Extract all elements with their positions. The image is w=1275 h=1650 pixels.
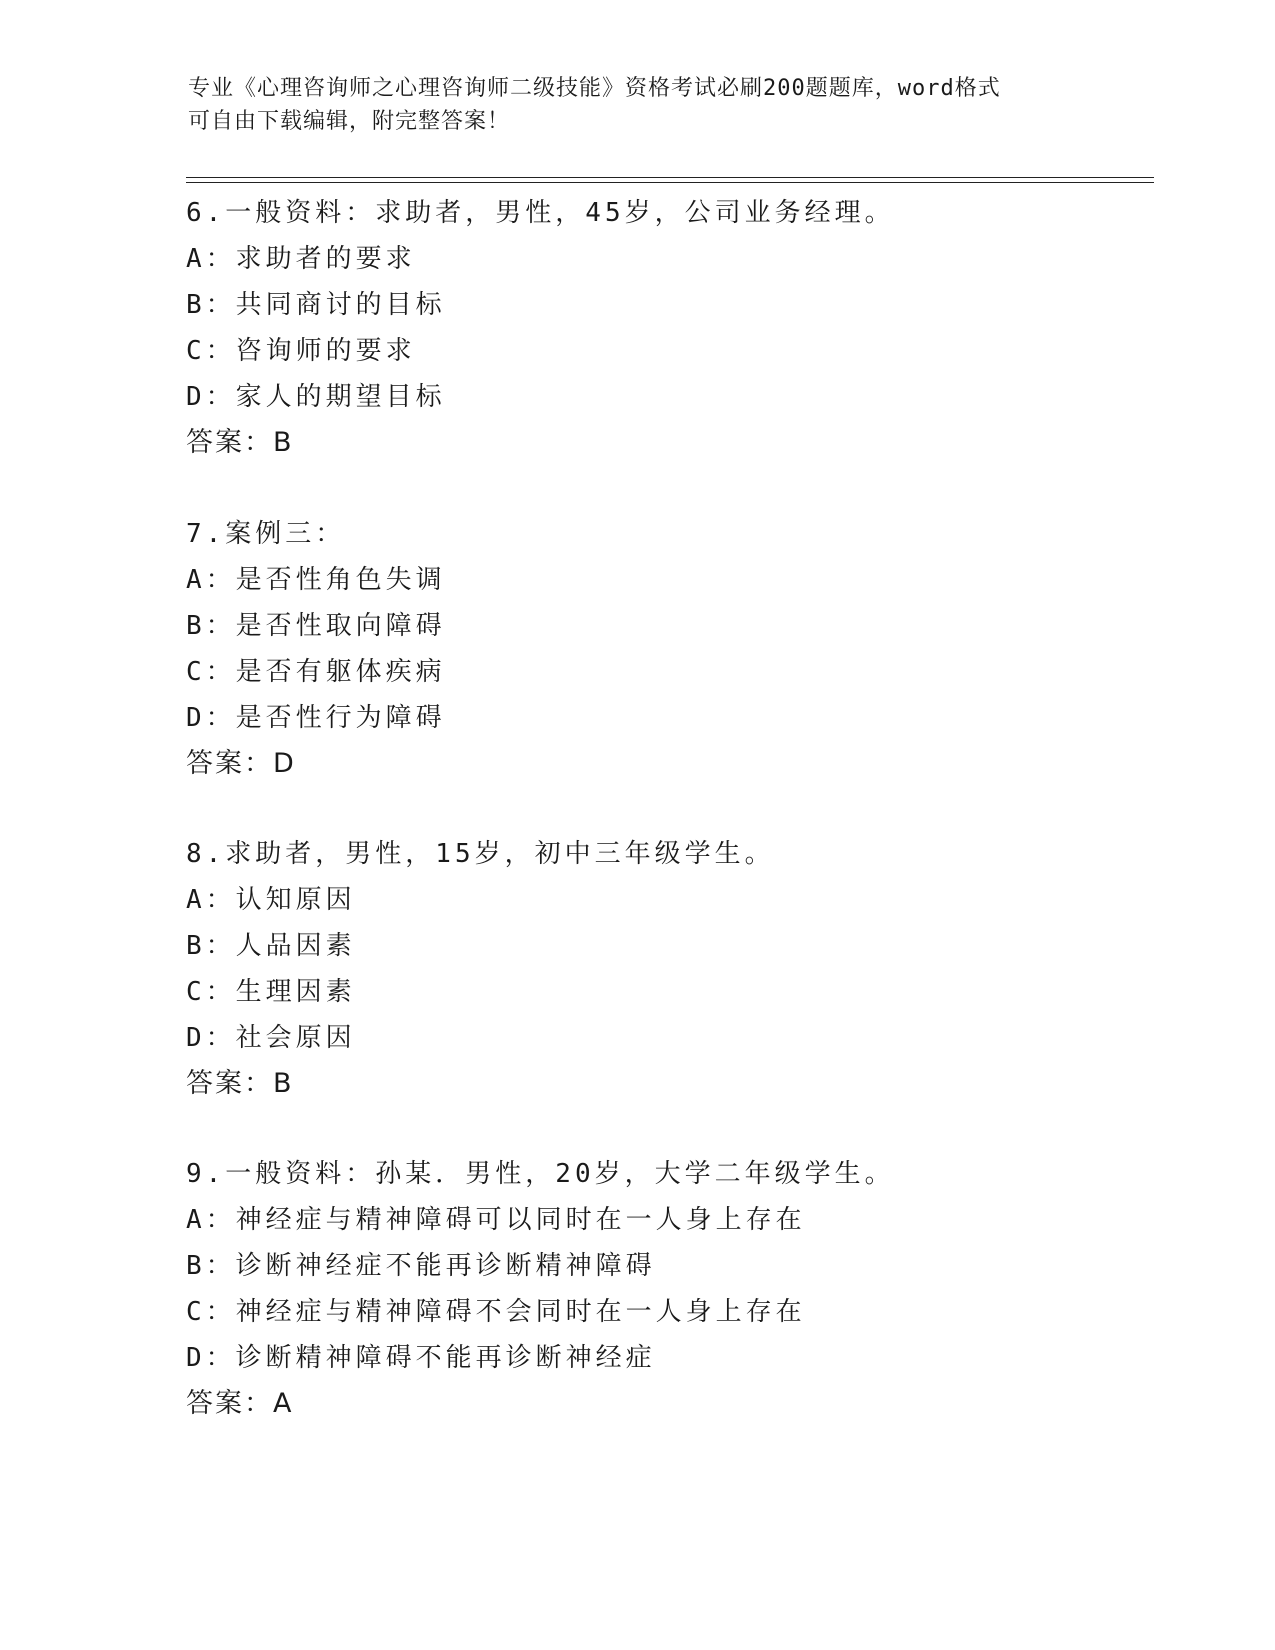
- option-d: D：社会原因: [186, 1023, 356, 1053]
- answer: 答案：B: [186, 427, 294, 458]
- option-a: A：是否性角色失调: [186, 565, 446, 595]
- question-8: [186, 831, 1146, 1107]
- option-d: D：家人的期望目标: [186, 382, 446, 412]
- option-a: A：认知原因: [186, 885, 356, 915]
- question-stem: 6.一般资料：求助者，男性，45岁，公司业务经理。: [186, 198, 895, 228]
- question-9: [186, 1151, 1146, 1427]
- header-divider-bottom: [186, 182, 1154, 183]
- option-a: A：求助者的要求: [186, 244, 416, 274]
- option-c: C：是否有躯体疾病: [186, 657, 446, 687]
- option-c: C：咨询师的要求: [186, 336, 416, 366]
- document-header: [188, 72, 1088, 138]
- answer: 答案：A: [186, 1388, 294, 1419]
- option-d: D：是否性行为障碍: [186, 703, 446, 733]
- answer: 答案：B: [186, 1068, 294, 1099]
- option-c: C：神经症与精神障碍不会同时在一人身上存在: [186, 1297, 806, 1327]
- question-stem: 9.一般资料：孙某．男性，20岁，大学二年级学生。: [186, 1159, 895, 1189]
- question-7: [186, 511, 1146, 787]
- option-b: B：是否性取向障碍: [186, 611, 446, 641]
- question-6: [186, 190, 1146, 466]
- question-stem: 7.案例三：: [186, 519, 346, 549]
- header-line-1: 专业《心理咨询师之心理咨询师二级技能》资格考试必刷200题题库，word格式: [188, 76, 1001, 101]
- option-b: B：人品因素: [186, 931, 356, 961]
- header-divider-top: [186, 177, 1154, 178]
- option-b: B：共同商讨的目标: [186, 290, 446, 320]
- option-d: D：诊断精神障碍不能再诊断神经症: [186, 1343, 656, 1373]
- question-stem: 8.求助者，男性，15岁，初中三年级学生。: [186, 839, 775, 869]
- option-a: A：神经症与精神障碍可以同时在一人身上存在: [186, 1205, 806, 1235]
- option-b: B：诊断神经症不能再诊断精神障碍: [186, 1251, 656, 1281]
- option-c: C：生理因素: [186, 977, 356, 1007]
- answer: 答案：D: [186, 748, 296, 779]
- header-line-2: 可自由下载编辑，附完整答案！: [188, 109, 511, 134]
